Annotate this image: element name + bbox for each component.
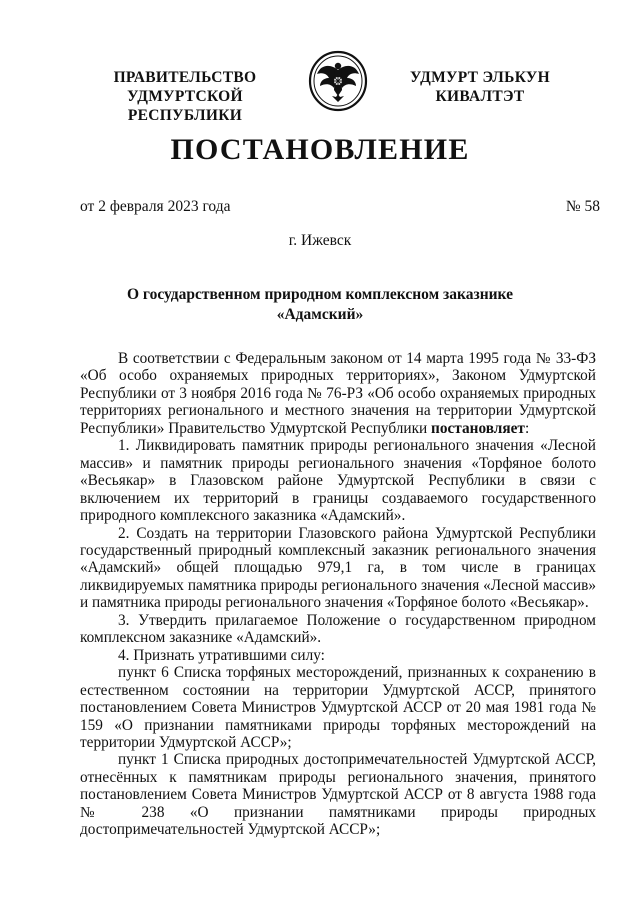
body-paragraph-2: 2. Создать на территории Глазовского района Удмуртской Республики государственный природный комплексный заказник регионального значения «Адамский» общей площадью 979,1 га, в том числе в границах ликвидируемых памятника природы регионального значения «Лесной массив» и памятника природы регионального значения «Торфяное болото «Весьякар». — [80, 524, 596, 612]
header-right — [380, 68, 580, 106]
intro-text: В соответствии с Федеральным законом от 14 марта 1995 года № 33-ФЗ «Об особо охраняемых природных территориях», Законом Удмуртской Республики от 3 ноября 2016 года № 76-РЗ «Об особо охраняемых природных территориях регионального и местного значения на территории Удмуртской Республики» Правительство Удмуртской Республики — [80, 350, 596, 437]
body-paragraph-1: 1. Ликвидировать памятник природы регионального значения «Лесной массив» и памятник природы регионального значения «Торфяное болото «Весьякар» в Глазовском районе Удмуртской Республики в связи с включением их территорий в границы создаваемого государственного природного комплексного заказника «Адамский». — [80, 437, 596, 525]
document-number: № 58 — [565, 198, 600, 215]
coat-of-arms-icon — [307, 50, 369, 112]
udmurt-name-line2: КИВАЛТЭТ — [435, 88, 525, 105]
body-intro — [80, 350, 596, 437]
document-place: г. Ижевск — [288, 232, 352, 249]
body-paragraph-3: 3. Утвердить прилагаемое Положение о государственном природном комплексном заказнике «Адамский». — [80, 611, 596, 647]
body-paragraph-6: пункт 1 Списка природных достопримечательностей Удмуртской АССР, отнесённых к памятникам природы регионального значения, принятого постановлением Совета Министров Удмуртской АССР от 8 августа 1988 года № 238 «О признании памятниками природы природных достопримечательностей Удмуртской АССР»; — [80, 751, 596, 839]
intro-bold: постановляет — [431, 419, 525, 437]
udmurt-name-line1: УДМУРТ ЭЛЬКУН — [410, 69, 550, 86]
header-left — [70, 68, 300, 125]
document-subject — [100, 285, 540, 325]
subject-line2: «Адамский» — [276, 306, 364, 323]
government-name-line2: УДМУРТСКОЙ РЕСПУБЛИКИ — [127, 88, 243, 124]
government-name-line1: ПРАВИТЕЛЬСТВО — [113, 69, 257, 86]
document-title: ПОСТАНОВЛЕНИЕ — [170, 133, 470, 166]
subject-line1: О государственном природном комплексном заказнике — [127, 286, 513, 303]
document-date: от 2 февраля 2023 года — [80, 198, 231, 215]
intro-end: : — [524, 419, 530, 437]
document-body — [80, 350, 596, 839]
body-paragraph-4: 4. Признать утратившими силу: — [118, 646, 325, 664]
body-paragraph-5: пункт 6 Списка торфяных месторождений, признанных к сохранению в естественном состоянии на территории Удмуртской АССР, принятого постановлением Совета Министров Удмуртской АССР от 20 мая 1981 года № 159 «О признании памятниками природы торфяных месторождений на территории Удмуртской АССР»; — [80, 664, 596, 751]
